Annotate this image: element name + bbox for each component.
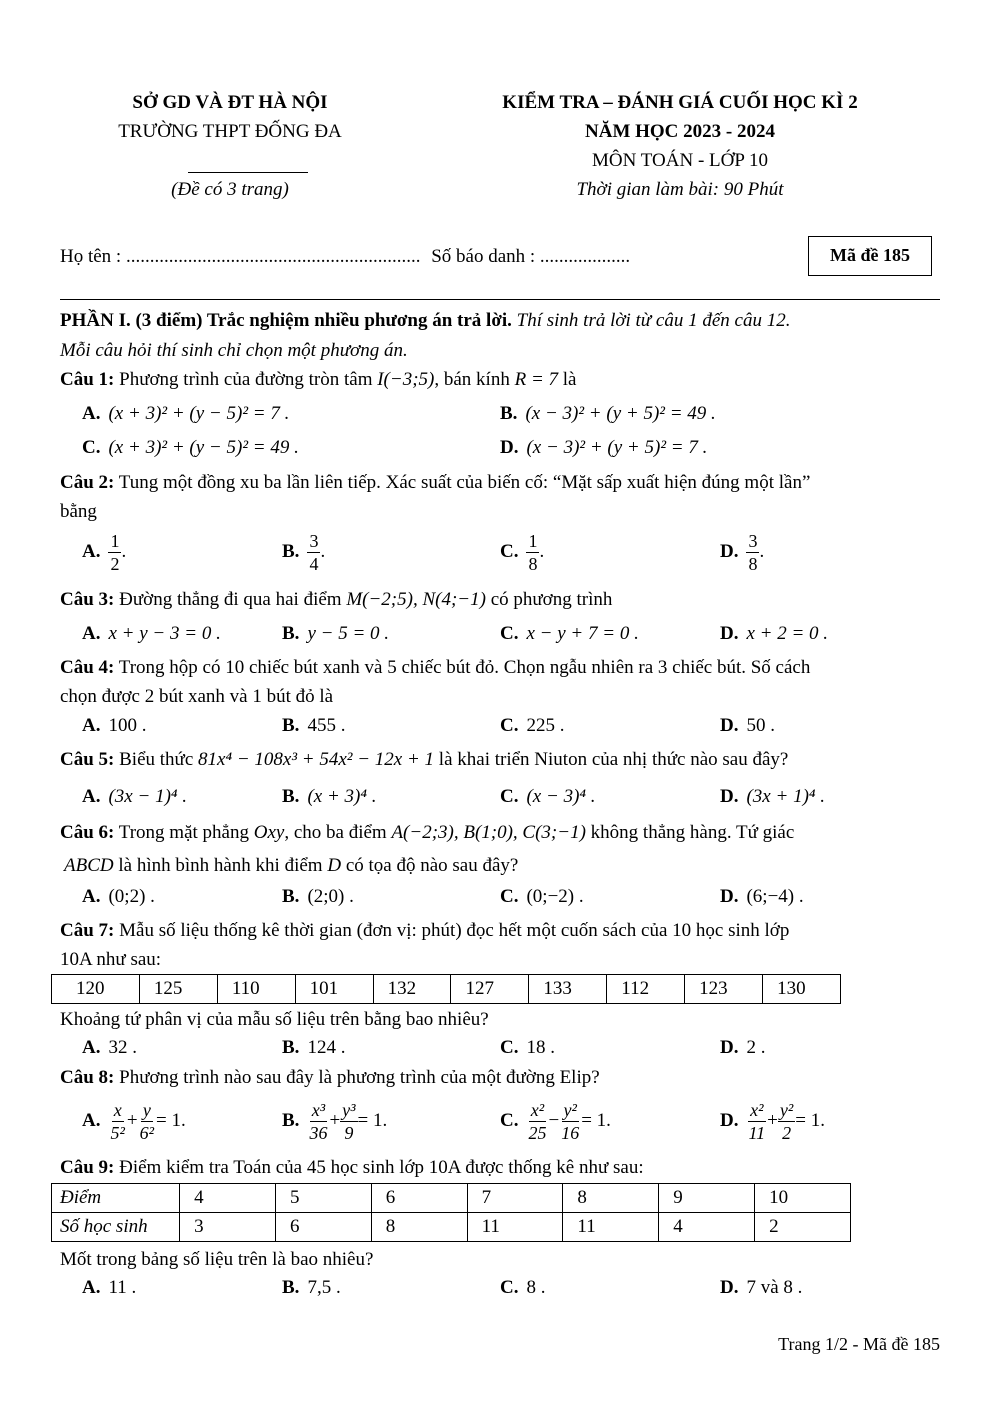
question-6-cont: ABCD là hình bình hành khi điểm D có tọa độ nào sau đây? [64, 855, 519, 876]
table-cell: 11 [467, 1213, 563, 1242]
question-7-cont: 10A như sau: [60, 949, 162, 970]
q6-option-c: C. (0;−2) . [500, 886, 584, 907]
school-department: SỞ GD VÀ ĐT HÀ NỘI [132, 92, 328, 113]
table-cell: 110 [217, 975, 295, 1004]
q1-option-a: A. (x + 3)² + (y − 5)² = 7 . [82, 403, 290, 424]
time-limit: Thời gian làm bài: 90 Phút [576, 179, 784, 200]
table-cell: 101 [295, 975, 373, 1004]
q4-option-b: B. 455 . [282, 715, 346, 736]
q9-option-d: D. 7 và 8 . [720, 1277, 803, 1298]
table-cell: 112 [607, 975, 685, 1004]
table-cell: 5 [275, 1184, 371, 1213]
question-2: Câu 2: Tung một đồng xu ba lần liên tiếp. Xác suất của biến cố: “Mặt sấp xuất hiện đúng một lần” [60, 472, 811, 493]
table-cell: 9 [659, 1184, 755, 1213]
table-header-cell: Điểm [52, 1184, 180, 1213]
table-cell: 4 [659, 1213, 755, 1242]
q2-option-a: A. $\frac{1}{2}$ . [82, 531, 127, 574]
table-cell: 2 [755, 1213, 851, 1242]
part1-instruction: Mỗi câu hỏi thí sinh chỉ chọn một phương án. [60, 340, 408, 361]
table-cell: 10 [755, 1184, 851, 1213]
table-cell: 7 [467, 1184, 563, 1213]
table-row [52, 1213, 851, 1242]
q4-option-d: D. 50 . [720, 715, 775, 736]
table-cell: 6 [275, 1213, 371, 1242]
table-header-cell: Số học sinh [52, 1213, 180, 1242]
q8-option-c: C. $\frac{\text{x²}}{25}$ − $\frac{\text{y²}}{16}$ = 1. [500, 1100, 611, 1144]
question-3: Câu 3: Đường thẳng đi qua hai điểm M(−2;5), N(4;−1) có phương trình [60, 589, 613, 610]
table-cell: 133 [529, 975, 607, 1004]
table-cell: 8 [371, 1213, 467, 1242]
school-name: TRƯỜNG THPT ĐỐNG ĐA [118, 121, 342, 142]
table-row [52, 1184, 851, 1213]
page-count-note: (Đề có 3 trang) [171, 179, 289, 200]
question-8: Câu 8: Phương trình nào sau đây là phương trình của một đường Elip? [60, 1067, 600, 1088]
q1-option-b: B. (x − 3)² + (y + 5)² = 49 . [500, 403, 716, 424]
table-cell: 130 [763, 975, 841, 1004]
q4-option-a: A. 100 . [82, 715, 147, 736]
q1-option-d: D. (x − 3)² + (y + 5)² = 7 . [500, 437, 708, 458]
q2-option-b: B. $\frac{3}{4}$ . [282, 531, 326, 574]
table-cell: 127 [451, 975, 529, 1004]
header-divider [188, 172, 308, 173]
q7-option-c: C. 18 . [500, 1037, 555, 1058]
q7-option-d: D. 2 . [720, 1037, 766, 1058]
section-rule [60, 299, 940, 300]
question-7-prompt: Khoảng tứ phân vị của mẫu số liệu trên bằng bao nhiêu? [60, 1009, 489, 1030]
q2-option-d: D. $\frac{3}{8}$ . [720, 531, 765, 574]
question-2-cont: bằng [60, 501, 97, 522]
table-cell: 123 [685, 975, 763, 1004]
q8-option-d: D. $\frac{\text{x²}}{11}$ + $\frac{\text{y²}}{2}$ = 1. [720, 1100, 825, 1144]
table-cell: 4 [180, 1184, 276, 1213]
question-5: Câu 5: Biểu thức 81x⁴ − 108x³ + 54x² − 12x + 1 là khai triển Niuton của nhị thức nào sau đây? [60, 749, 789, 770]
question-7: Câu 7: Mẫu số liệu thống kê thời gian (đơn vị: phút) đọc hết một cuốn sách của 10 học sinh lớp [60, 920, 790, 941]
question-4: Câu 4: Trong hộp có 10 chiếc bút xanh và 5 chiếc bút đỏ. Chọn ngẫu nhiên ra 3 chiếc bút. Số cách [60, 657, 811, 678]
table-cell: 125 [139, 975, 217, 1004]
q3-option-a: A. x + y − 3 = 0 . [82, 623, 221, 644]
q3-option-c: C. x − y + 7 = 0 . [500, 623, 639, 644]
q3-option-b: B. y − 5 = 0 . [282, 623, 390, 644]
question-6: Câu 6: Trong mặt phẳng Oxy, cho ba điểm A(−2;3), B(1;0), C(3;−1) không thẳng hàng. Tứ giác [60, 822, 795, 843]
q8-option-b: B. $\frac{\text{x³}}{36}$ + $\frac{\text{y³}}{9}$ = 1. [282, 1100, 388, 1144]
table-cell: 132 [373, 975, 451, 1004]
exam-title: KIỂM TRA – ĐÁNH GIÁ CUỐI HỌC KÌ 2 [502, 92, 858, 113]
q6-option-a: A. (0;2) . [82, 886, 155, 907]
student-name-field [60, 246, 630, 268]
q5-option-b: B. (x + 3)⁴ . [282, 786, 377, 807]
table-cell: 11 [563, 1213, 659, 1242]
q9-option-b: B. 7,5 . [282, 1277, 341, 1298]
q3-option-d: D. x + 2 = 0 . [720, 623, 829, 644]
q9-option-a: A. 11 . [82, 1277, 137, 1298]
q4-option-c: C. 225 . [500, 715, 565, 736]
part1-heading: PHẦN I. (3 điểm) Trắc nghiệm nhiều phương án trả lời. Thí sinh trả lời từ câu 1 đến câu 12. [60, 310, 791, 331]
table-cell: 6 [371, 1184, 467, 1213]
table-cell: 120 [52, 975, 140, 1004]
q2-option-c: C. $\frac{1}{8}$ . [500, 531, 545, 574]
q5-option-c: C. (x − 3)⁴ . [500, 786, 596, 807]
q5-option-a: A. (3x − 1)⁴ . [82, 786, 187, 807]
q7-option-a: A. 32 . [82, 1037, 137, 1058]
table-row [52, 975, 841, 1004]
table-cell: 3 [180, 1213, 276, 1242]
exam-code-box: Mã đề 185 [808, 236, 932, 276]
q1-option-c: C. (x + 3)² + (y − 5)² = 49 . [82, 437, 299, 458]
question-1: Câu 1: Phương trình của đường tròn tâm I(−3;5), bán kính R = 7 là [60, 369, 577, 390]
q8-option-a: A. $\frac{x}{\text{5²}}$ + $\frac{y}{\text{6²}}$ = 1. [82, 1100, 186, 1144]
q7-data-table [51, 974, 841, 1004]
q5-option-d: D. (3x + 1)⁴ . [720, 786, 825, 807]
q6-option-b: B. (2;0) . [282, 886, 354, 907]
question-9-prompt: Mốt trong bảng số liệu trên là bao nhiêu? [60, 1249, 374, 1270]
page-footer: Trang 1/2 - Mã đề 185 [778, 1334, 940, 1354]
question-4-cont: chọn được 2 bút xanh và 1 bút đỏ là [60, 686, 334, 707]
school-year: NĂM HỌC 2023 - 2024 [585, 121, 775, 142]
q6-option-d: D. (6;−4) . [720, 886, 804, 907]
question-9: Câu 9: Điểm kiểm tra Toán của 45 học sinh lớp 10A được thống kê như sau: [60, 1157, 644, 1178]
q9-data-table [51, 1183, 851, 1242]
name-label: Họ tên : .............................................................. [60, 246, 421, 267]
q7-option-b: B. 124 . [282, 1037, 346, 1058]
q9-option-c: C. 8 . [500, 1277, 546, 1298]
table-cell: 8 [563, 1184, 659, 1213]
subject: MÔN TOÁN - LỚP 10 [592, 150, 768, 171]
id-label: Số báo danh : ................... [431, 246, 631, 267]
